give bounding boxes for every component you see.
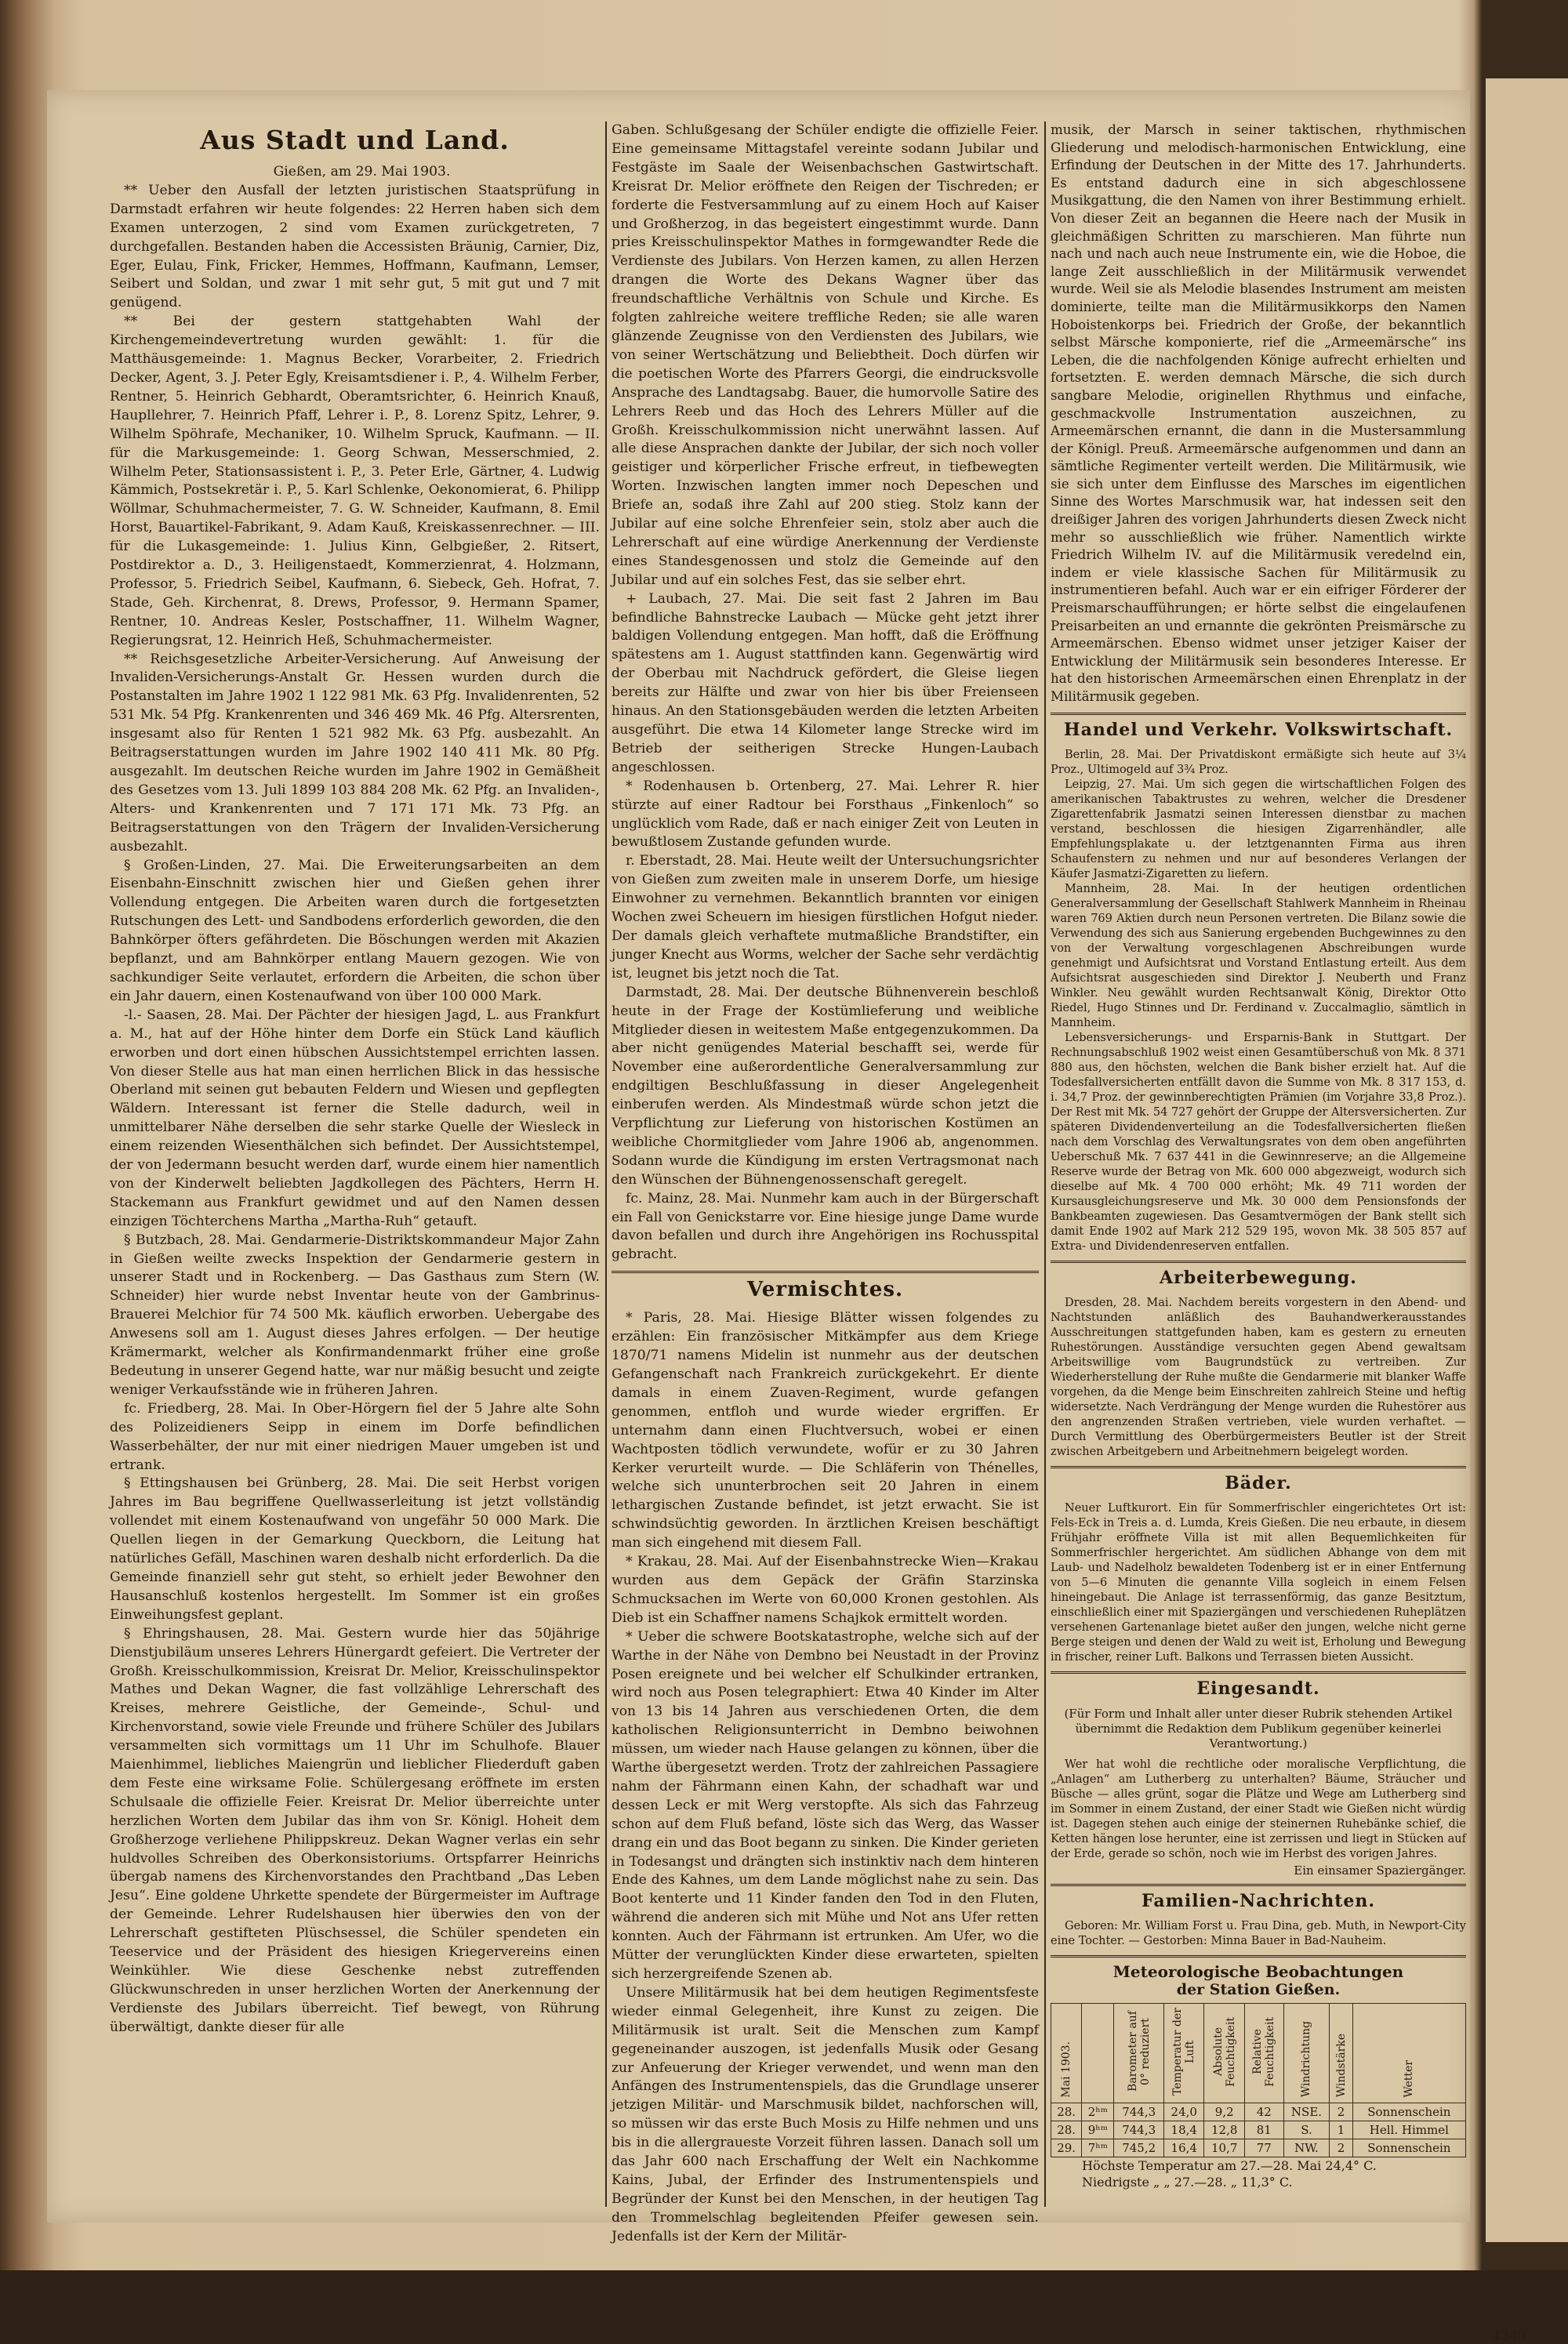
meteo-header-cell — [1082, 2003, 1114, 2103]
meteo-footer-line: Niedrigste „ „ 27.—28. „ 11,3° C. — [1082, 2174, 1293, 2190]
table-cell: Hell. Himmel — [1352, 2121, 1465, 2139]
article-paragraph: * Paris, 28. Mai. Hiesige Blätter wissen folgendes zu erzählen: Ein französischer Mitkämpfer aus dem Kriege 1870/71 namens Midelin ist nunmehr aus der deutschen Gefangenschaft nach Frankreich zurückgekehrt. Er diente damals in einem Zuaven-Regiment, wurde gefangen genommen, entfloh und wurde wieder ergriffen. Er unternahm dann einen Fluchtversuch, wobei er einen Wachtposten tödlich verwundete, wofür er zu 30 Jahren Kerker verurteilt wurde. — Die Schläferin von Thénelles, welche sich ununterbrochen seit 20 Jahren in einem lethargischen Zustande befindet, ist jetzt erwacht. Sie ist schwindsüchtig geworden. In ärztlichen Kreisen beschäftigt man sich eingehend mit diesem Fall. — [612, 1310, 1039, 1551]
table-cell: 1 — [1330, 2121, 1352, 2139]
article-paragraph: Neuer Luftkurort. Ein für Sommerfrischler eingerichtetes Ort ist: Fels-Eck in Treis a. d. Lumda, Kreis Gießen. Die neu erbaute, in diesem Frühjahr eröffnete Villa ist mit allen Bequemlichkeiten für Sommerfrischler hergerichtet. Am südlichen Abhange von dem mit Laub- und Nadelholz bewaldeten Todenberg ist er in einer Entfernung von 5—6 Minuten die genannte Villa sogleich in einem Felsen hineingebaut. Die Anlage ist terrassenförmig, das ganze Besitztum, einschließlich einer mit Spaziergängen und verschiedenen Ruheplätzen versehenen Gartenanlage bietet außer den jungen, welche nicht gerne Berge steigen und denen der Wald zu weit ist, Erholung und Bewegung in frischer, reiner Luft. Balkons und Terrassen bieten Aussicht. — [1051, 1501, 1466, 1664]
section-title-arbeiterbewegung: Arbeiterbewegung. — [1160, 1267, 1357, 1288]
section-title-stadt-land: Aus Stadt und Land. — [200, 125, 510, 155]
table-cell: 9,2 — [1204, 2103, 1244, 2121]
article-paragraph: Leipzig, 27. Mai. Um sich gegen die wirtschaftlichen Folgen des amerikanischen Tabaktrustes zu wehren, welcher die Dresdener Zigarettenfabrik Jasmatzi seinen Interessen dienstbar zu machen verstand, beschlossen die hiesigen Zigarrenhändler, alle Empfehlungsplakate u. der letztgenannten Firma aus ihren Schaufenstern zu nehmen und nur auf besonderes Verlangen der Käufer Jasmatzi-Zigaretten zu liefern. — [1051, 778, 1466, 880]
table-cell: S. — [1283, 2121, 1330, 2139]
meteo-header-cell: Wetter — [1352, 2003, 1465, 2103]
section-title-handel: Handel und Verkehr. Volkswirtschaft. — [1063, 719, 1454, 740]
table-cell: 18,4 — [1164, 2121, 1204, 2139]
section-title-eingesandt: Eingesandt. — [1196, 1678, 1320, 1699]
meteo-subtitle: der Station Gießen. — [1176, 1980, 1341, 1998]
section-title-familien: Familien-Nachrichten. — [1141, 1890, 1376, 1911]
section-rule — [1051, 1884, 1466, 1886]
article-paragraph: -l.- Saasen, 28. Mai. Der Pächter der hiesigen Jagd, L. aus Frankfurt a. M., hat auf der Höhe hinter dem Dorfe ein Stück Land käuflich erworben und dort einen hübschen Aussichtstempel errichten lassen. Von dieser Stelle aus hat man einen herrlichen Blick in das hessische Oberland mit seinen gut bebauten Feldern und Wiesen und gepflegten Wäldern. Interessant ist ferner die Stelle dadurch, weil in unmittelbarer Nähe derselben die sehr starke Quelle der Wiesleck in einem reizenden Wiesenthälchen sich befindet. Der Aussichtstempel, der von Jedermann besucht werden darf, wurde einem hier namentlich von der Kinderwelt beliebten Jagdkollegen des Pächters, Herrn H. Stackemann aus Frankfurt gewidmet und auf den Namen dessen einzigen Töchterchens Martha „Martha-Ruh“ getauft. — [110, 1007, 600, 1229]
meteo-table — [1051, 2003, 1466, 2157]
column-1 — [110, 122, 600, 2207]
article-paragraph: § Ehringshausen, 28. Mai. Gestern wurde hier das 50jährige Dienstjubiläum unseres Lehrers Hünergardt gefeiert. Die Vertreter der Großh. Kreisschulkommission, Kreisrat Dr. Melior, Kreisschulinspektor Mathes und Dekan Wagner, die fast vollzählige Lehrerschaft des Kreises, mehrere Geistliche, der Gemeinde-, Schul- und Kirchenvorstand, sowie viele Freunde und frühere Schüler des Jubilars versammelten sich vormittags um 11 Uhr im Schulhofe. Blauer Maienhimmel, liebliches Maiengrün und lieblicher Fliederduft gaben dem Feste eine wirksame Folie. Schülergesang eröffnete im ersten Schulsaale die offizielle Feier. Kreisrat Dr. Melior überreichte unter herzlichen Worten dem Jubilar das ihm von Sr. Königl. Hoheit dem Großherzoge verliehene Philippskreuz. Dekan Wagner verlas ein sehr huldvolles Schreiben des Oberkonsistoriums. Ortspfarrer Heinrichs übergab namens des Kirchenvorstandes den Prachtband „Das Leben Jesu“. Eine goldene Uhrkette spendete der Bürgermeister im Auftrage der Gemeinde. Lehrer Rudelshausen hier überwies den von der Lehrerschaft gestifteten Plüschsessel, die Schüler spendeten ein Teeservice und der Präsident des hiesigen Kriegervereins einen Weinkühler. Wie diese Geschenke nebst zutreffenden Glückwunschreden in unser herzlichen Worten der Anerkennung der Verdienste des Jubilars überreicht. Tief bewegt, von Rührung überwältigt, dankte dieser für alle — [110, 1625, 600, 2035]
article-paragraph: § Ettingshausen bei Grünberg, 28. Mai. Die seit Herbst vorigen Jahres im Bau begriffene Quellwasserleitung ist jetzt vollständig vollendet mit einem Kostenaufwand von ungefähr 50 000 Mark. Die Quellen liegen in der Gemarkung Queckborn, die Leitung hat natürliches Gefäll, Maschinen waren deshalb nicht erforderlich. Da die Gemeinde finanziell sehr gut steht, so erhielt jeder Bewohner den Hausanschluß kostenlos hergestellt. Im Sommer ist ein großes Einweihungsfest geplant. — [110, 1475, 600, 1623]
meteo-header-row — [1051, 2003, 1466, 2103]
article-paragraph: Gaben. Schlußgesang der Schüler endigte die offizielle Feier. Eine gemeinsame Mittagstafel vereinte sodann Jubilar und Festgäste im Saale der Weisenbachschen Gastwirtschaft. Kreisrat Dr. Melior eröffnete den Reigen der Tischreden; er forderte die Festversammlung auf zu einem Hoch auf Kaiser und Großherzog, in das begeistert eingestimmt wurde. Dann pries Kreisschulinspektor Mathes in formgewandter Rede die Verdienste des Jubilars. Von Herzen kamen, zu allen Herzen drangen die Worte des Dekans Wagner über das freundschaftliche Verhältnis von Schule und Kirche. Es folgten zahlreiche weitere treffliche Reden; sie alle waren glänzende Zeugnisse von den Verdiensten des Jubilars, wie von seiner Wertschätzung und Beliebtheit. Doch dürfen wir die poetischen Worte des Pfarrers Georgi, die eindrucksvolle Ansprache des Landtagsabg. Bauer, die humorvolle Satire des Lehrers Reeb und das Hoch des Lehrers Müller auf die Großh. Kreisschulkommission nicht unerwähnt lassen. Auf alle diese Ansprachen dankte der Jubilar, der sich noch voller geistiger und körperlicher Frische erfreut, in tiefbewegten Worten. Inzwischen langten immer noch Depeschen und Briefe an, sodaß ihre Zahl auf 200 stieg. Stolz kann der Jubilar auf eine solche Ehrenfeier sein, stolz aber auch die Lehrerschaft auf eine würdige Anerkennung der Verdienste eines Standesgenossen und stolz die Gemeinde auf den Jubilar und auf ein solches Fest, das sie selber ehrt. — [612, 122, 1039, 588]
article-paragraph: Gießen, am 29. Mai 1903. — [273, 164, 451, 180]
table-cell: Sonnenschein — [1352, 2103, 1465, 2121]
article-paragraph: Lebensversicherungs- und Ersparnis-Bank in Stuttgart. Der Rechnungsabschluß 1902 weist einen Gesamtüberschuß von Mk. 8 371 880 aus, den höchsten, welchen die Bank bisher erzielt hat. Auf die Todesfallversicherten entfällt davon die Summe von Mk. 8 317 153, d. i. 34,7 Proz. der gewinnberechtigten Prämien (im Vorjahre 33,8 Proz.). Der Rest mit Mk. 54 727 gehört der Gruppe der Altersversicherten. Zur späteren Dividendenverteilung an die Todesfallversicherten fließen nach dem Vorschlag des Verwaltungsrates von dem oben angeführten Ueberschuß Mk. 7 637 441 in die Gewinnreserve; an die Allgemeine Reserve wurde der Betrag von Mk. 600 000 abgezweigt, wodurch sich dieselbe auf Mk. 4 700 000 erhöht; Mk. 49 711 worden der Kursausgleichungsreserve und Mk. 30 000 dem Pensionsfonds der Bankbeamten zugewiesen. Das Gesamtvermögen der Bank stellt sich damit Ende 1902 auf Mark 212 529 195, wovon Mk. 38 505 857 auf Extra- und Dividendenreserven entfallen. — [1051, 1031, 1466, 1253]
table-row — [1051, 2121, 1466, 2139]
section-rule — [1051, 1466, 1466, 1468]
table-row — [1051, 2139, 1466, 2157]
table-cell: Sonnenschein — [1352, 2139, 1465, 2157]
table-cell: 29. — [1051, 2139, 1082, 2157]
article-paragraph: § Butzbach, 28. Mai. Gendarmerie-Distriktskommandeur Major Zahn in Gießen weilte zwecks Inspektion der Gendarmerie gestern in unserer Stadt und in Rockenberg. — Das Gasthaus zum Stern (W. Schneider) hier wurde nebst Inventar heute von der Gambrinus-Brauerei Melchior für 74 500 Mk. käuflich erworben. Uebergabe des Anwesens soll am 1. August dieses Jahres erfolgen. — Der heutige Krämermarkt, welcher als Konfirmandenmarkt früher eine große Bedeutung in unserer Gegend hatte, war nur mäßig besucht und zeigte weniger Verkaufsstände wie in früheren Jahren. — [110, 1232, 600, 1398]
table-cell: 9ʰᵐ — [1082, 2121, 1114, 2139]
article-paragraph: + Laubach, 27. Mai. Die seit fast 2 Jahren im Bau befindliche Bahnstrecke Laubach — Mücke geht jetzt ihrer baldigen Vollendung entgegen. Man hofft, daß die Eröffnung spätestens am 1. August stattfinden kann. Gegenwärtig wird der Oberbau mit Nachdruck gefördert, die Gleise liegen bereits zur Hälfte und zwar von hier bis über Freienseen hinaus. An den Stationsgebäuden werden die letzten Arbeiten ausgeführt. Die etwa 14 Kilometer lange Strecke wird im Betrieb der seitherigen Strecke Hungen-Laubach angeschlossen. — [612, 590, 1039, 775]
section-rule — [1051, 713, 1466, 715]
editorial-note: (Für Form und Inhalt aller unter dieser Rubrik stehenden Artikel übernimmt die Redaktion dem Publikum gegenüber keinerlei Verantwortung.) — [1064, 1706, 1453, 1751]
article-paragraph: * Krakau, 28. Mai. Auf der Eisenbahnstrecke Wien—Krakau wurden aus dem Gepäck der Gräfin Starzinska Schmucksachen im Werte von 60,000 Kronen gestohlen. Als Dieb ist ein Schaffner namens Schajkok ermittelt worden. — [612, 1554, 1039, 1626]
article-paragraph: Dresden, 28. Mai. Nachdem bereits vorgestern in den Abend- und Nachtstunden anläßlich des Bauhandwerkerausstandes Ausschreitungen stattgefunden haben, kam es gestern zu erneuten Ruhestörungen. Ausständige versuchten gegen Abend gewaltsam Arbeitswillige vom Baugrundstück zu vertreiben. Zur Wiederherstellung der Ruhe mußte die Gendarmerie mit blanker Waffe vorgehen, da die Menge beim Einschreiten zahlreich Steine und heftig widersetzte. Nach Verdrängung der Menge wurden die Ruhestörer aus den angrenzenden Straßen vertrieben, viele wurden verhaftet. — Durch Vermittlung des Oberbürgermeisters Beutler ist der Streit zwischen Arbeitgebern und Arbeitnehmern beigelegt worden. — [1051, 1296, 1466, 1458]
table-row — [1051, 2103, 1466, 2121]
meteo-header-cell: Temperatur der Luft — [1164, 2003, 1204, 2103]
meteo-title: Meteorologische Beobachtungen — [1112, 1961, 1404, 1981]
article-paragraph: * Ueber die schwere Bootskatastrophe, welche sich auf der Warthe in der Nähe von Dembno bei Neustadt in der Provinz Posen ereignete und bei welcher elf Schulkinder ertranken, wird noch aus Posen telegraphiert: Etwa 40 Kinder im Alter von 13 bis 14 Jahren aus verschiedenen Orten, die dem katholischen Religionsunterricht in Dembno beiwohnen müssen, um wieder nach Hause gelangen zu können, über die Warthe übergesetzt werden. Trotz der zahlreichen Passagiere nahm der Fährmann einen Kahn, der schadhaft war und dessen Leck er mit Werg verstopfte. Als sich das Fahrzeug schon auf dem Fluß befand, löste sich das Werg, das Wasser drang ein und das Boot begann zu sinken. Die Kinder gerieten in Todesangst und drängten sich instinktiv nach dem hinteren Ende des Kahnes, um dem Lande möglichst nahe zu sein. Das Boot kenterte und 11 Kinder fanden den Tod in den Fluten, während die anderen sich mit Mühe und Not ans Ufer retten konnten. Auch der Fährmann ist ertrunken. Am Ufer, wo die Mütter der verunglückten Kinder diese erwarteten, spielten sich herzergreifende Szenen ab. — [612, 1628, 1039, 1982]
table-cell: 2 — [1330, 2139, 1352, 2157]
column-divider — [605, 122, 607, 2207]
table-cell: 28. — [1051, 2121, 1082, 2139]
table-cell: 7ʰᵐ — [1082, 2139, 1114, 2157]
adjacent-page-edge — [1486, 78, 1568, 2344]
article-paragraph: Unsere Militärmusik hat bei dem heutigen Regimentsfeste wieder einmal Gelegenheit, ihre Kunst zu zeigen. Die Militärmusik ist uralt. Seit die Menschen zum Kampf gegeneinander auszogen, ist jedenfalls Musik oder Gesang zur Anfeuerung der Krieger verwendet, und wenn man den Anfängen des Instrumentenspiels, das die Grundlage unserer jetzigen Militär- und Marschmusik bildet, nachforschen will, so müssen wir das erste Buch Mosis zu Hilfe nehmen und uns bis in die allergraueste Vorzeit führen lassen. Danach soll um das Jahr 600 nach Erschaffung der Welt ein Nachkomme Kains, Jubal, der Erfinder des Instrumentenspiels und Begründer der Kunst bei den Menschen, in der heutigen Tag den Trommelschlag begleitenden Pfeifer gewesen sein. Jedenfalls ist der Kern der Militär- — [612, 1984, 1039, 2244]
section-title-vermischtes: Vermischtes. — [746, 1278, 904, 1302]
article-paragraph: Darmstadt, 28. Mai. Der deutsche Bühnenverein beschloß heute in der Frage der Kostümlieferung und weibliche Mitglieder diesen in weitestem Maße entgegenzukommen. Da aber nicht genügendes Material beschafft sei, werde für November eine außerordentliche Generalversammlung zur endgiltigen Beschlußfassung in dieser Angelegenheit einberufen werden. Als Mindestmaß würde schon jetzt die Verpflichtung zur Lieferung von historischen Kostümen an weibliche Chormitglieder vom Jahre 1906 ab, angenommen. Sodann wurde die Kündigung im ersten Vertragsmonat nach den Wünschen der Bühnengenossenschaft geregelt. — [612, 984, 1039, 1188]
page-number: 4340 — [1492, 2328, 1526, 2344]
table-cell: 81 — [1244, 2121, 1283, 2139]
table-cell: NSE. — [1283, 2103, 1330, 2121]
section-rule — [1051, 1955, 1466, 1958]
table-cell: 745,2 — [1114, 2139, 1164, 2157]
article-paragraph: Wer hat wohl die rechtliche oder moralische Verpflichtung, die „Anlagen“ am Lutherberg zu unterhalten? Bäume, Sträucher und Büsche — alles grünt, sogar die Plätze und Wege am Lutherberg sind im Sommer in einem Zustand, der einer Stadt wie Gießen nicht würdig ist. Dagegen stehen auch einige der steinernen Ruhebänke schief, die Ketten hängen lose herunter, eine ist zerrissen und liegt in Stücken auf der Erde, gerade so schön, noch wie im Herbst des vorigen Jahres. — [1051, 1758, 1466, 1860]
article-paragraph: fc. Mainz, 28. Mai. Nunmehr kam auch in der Bürgerschaft ein Fall von Genickstarre vor. Eine hiesige junge Dame wurde davon befallen und durch ihre Angehörigen ins Rochusspital gebracht. — [612, 1190, 1039, 1263]
article-paragraph: musik, der Marsch in seiner taktischen, rhythmischen Gliederung und melodisch-harmonischen Entwicklung, eine Erfindung der Deutschen in der Mitte des 17. Jahrhunderts. Es entstand dadurch eine in sich abgeschlossene Musikgattung, die den Namen von ihrer Bestimmung erhielt. Von dieser Zeit an begannen die Heere nach der Musik in gleichmäßigen Schritten zu marschieren. Man führte nun nach und nach auch neue Instrumente ein, wie die Hoboe, die lange Zeit ausschließlich in der Militärmusik verwendet wurde. Weil sie als Melodie blasendes Instrument am meisten dominierte, teilte man die Militärmusikkorps den Namen Hoboistenkorps bei. Friedrich der Große, der bekanntlich selbst Märsche komponierte, rief die „Armeemärsche“ ins Leben, die die nachfolgenden Könige aufrecht erhielten und fortsetzten. E. werden demnach Märsche, die sich durch sangbare Melodie, originellen Rhythmus und einfache, geschmackvolle Instrumentation auszeichnen, zu Armeemärschen ernannt, die dann in die Mustersammlung der Königl. Preuß. Armeemärsche aufgenommen und dann an sämtliche Regimenter verteilt werden. Die Militärmusik, wie sie sich unter dem Einflusse des Marsches im eigentlichen Sinne des Wortes Marschmusik war, hat indessen seit den dreißiger Jahren des vorigen Jahrhunderts diesen Zweck nicht mehr so ausschließlich wie früher. Namentlich wirkte Friedrich Wilhelm IV. auf die Militärmusik veredelnd ein, indem er viele klassische Sachen für Militärmusik zu instrumentieren befahl. Auch war er ein eifriger Förderer der Preismarschaufführungen; er hörte selbst die eingelaufenen Preisarbeiten an und ernannte die gekrönten Preismärsche zu Armeemärschen. Ebenso widmet unser jetziger Kaiser der Entwicklung der Militärmusik sein besonderes Interesse. Er hat den historischen Armeemärschen einen Ehrenplatz in der Militärmusik gegeben. — [1051, 122, 1466, 704]
meteo-header-cell: Absolute Feuchtigkeit — [1204, 2003, 1244, 2103]
table-cell: 28. — [1051, 2103, 1082, 2121]
meteo-header-cell: Relative Feuchtigkeit — [1244, 2003, 1283, 2103]
article-paragraph: ** Ueber den Ausfall der letzten juristischen Staatsprüfung in Darmstadt erfahren wir heute folgendes: 22 Herren haben sich dem Examen unterzogen, 2 sind vom Examen zurückgetreten, 7 durchgefallen. Bestanden haben die Accessisten Bräunig, Carnier, Diz, Eger, Eulau, Fink, Fricker, Hemmes, Hoffmann, Kaufmann, Lemser, Seibert und Soldan, und zwar 1 mit sehr gut, 5 mit gut und 7 mit genügend. — [110, 182, 600, 311]
article-paragraph: § Großen-Linden, 27. Mai. Die Erweiterungsarbeiten an dem Eisenbahn-Einschnitt zwischen hier und Gießen gehen ihrer Vollendung entgegen. Die Arbeiten waren durch die fortgesetzten Rutschungen des Lett- und Sandbodens erforderlich geworden, die den Bahnkörper öfters gefährdeten. Die Böschungen werden mit Akazien bepflanzt, und am Bahnkörper entlang Mauern gezogen. Wie von sachkundiger Seite verlautet, erfordern die Arbeiten, die schon über ein Jahr dauern, einen Kostenaufwand von über 100 000 Mark. — [110, 857, 600, 1004]
table-cell: 744,3 — [1114, 2121, 1164, 2139]
meteo-header-cell: Windstärke — [1330, 2003, 1352, 2103]
section-rule — [1051, 1261, 1466, 1263]
article-paragraph: * Rodenhausen b. Ortenberg, 27. Mai. Lehrer R. hier stürzte auf einer Radtour bei Forsthaus „Finkenloch“ so unglücklich vom Rade, daß er nach einiger Zeit von Leuten in bewußtlosem Zustande gefunden wurde. — [612, 778, 1039, 851]
meteo-header-cell: Barometer auf 0° reduziert — [1114, 2003, 1164, 2103]
section-title-baeder: Bäder. — [1225, 1472, 1292, 1493]
meteo-header-cell: Windrichtung — [1283, 2003, 1330, 2103]
article-paragraph: fc. Friedberg, 28. Mai. In Ober-Hörgern fiel der 5 Jahre alte Sohn des Polizeidieners Seipp in einem im Dorfe befindlichen Wasserbehälter, der nur mit einer niedrigen Mauer umgeben ist und ertrank. — [110, 1400, 600, 1473]
column-3 — [1051, 122, 1466, 2207]
table-cell: 2 — [1330, 2103, 1352, 2121]
article-paragraph: r. Eberstadt, 28. Mai. Heute weilt der Untersuchungsrichter von Gießen zum zweiten male in unserem Dorfe, um hiesige Einwohner zu vernehmen. Bekanntlich brannten vor einigen Wochen zwei Scheuern im hiesigen fürstlichen Hofgut nieder. Der damals gleich verhaftete mutmaßliche Brandstifter, ein junger Knecht aus Worms, welcher der Sache sehr verdächtig ist, leugnet bis jetzt noch die Tat. — [612, 853, 1039, 982]
table-cell: NW. — [1283, 2139, 1330, 2157]
column-2 — [612, 122, 1039, 2244]
section-rule — [1051, 1671, 1466, 1674]
table-cell: 10,7 — [1204, 2139, 1244, 2157]
table-cell: 16,4 — [1164, 2139, 1204, 2157]
table-cell: 24,0 — [1164, 2103, 1204, 2121]
meteo-footer-line: Höchste Temperatur am 27.—28. Mai 24,4° C. — [1082, 2157, 1377, 2173]
table-cell: 2ʰᵐ — [1082, 2103, 1114, 2121]
article-paragraph: ** Reichsgesetzliche Arbeiter-Versicherung. Auf Anweisung der Invaliden-Versicherungs-Anstalt Gr. Hessen wurden durch die Postanstalten im Jahre 1902 1 122 981 Mk. 63 Pfg. Invalidenrenten, 52 531 Mk. 54 Pfg. Krankenrenten und 346 469 Mk. 46 Pfg. Altersrenten, insgesamt also für Renten 1 521 982 Mk. 63 Pfg. ausbezahlt. An Beitragserstattungen wurden im Jahre 1902 140 411 Mk. 80 Pfg. ausgezahlt. Im deutschen Reiche wurden im Jahre 1902 in Gemäßheit des Gesetzes vom 13. Juli 1899 103 884 208 Mk. 62 Pfg. an Invaliden-, Alters- und Krankenrenten und 7 171 171 Mk. 73 Pfg. an Beitragserstattungen von den Trägern der Invaliden-Versicherung ausbezahlt. — [110, 651, 600, 855]
table-cell: 12,8 — [1204, 2121, 1244, 2139]
table-cell: 42 — [1244, 2103, 1283, 2121]
meteo-header-cell: Mai 1903. — [1051, 2003, 1082, 2103]
column-divider — [1044, 122, 1046, 2207]
table-cell: 77 — [1244, 2139, 1283, 2157]
table-cell: 744,3 — [1114, 2103, 1164, 2121]
article-paragraph: Mannheim, 28. Mai. In der heutigen ordentlichen Generalversammlung der Gesellschaft Stahlwerk Mannheim in Rheinau waren 769 Aktien durch neun Personen vertreten. Die Bilanz sowie die Verwendung des sich aus Sanierung ergebenden Buchgewinnes zu den von der Verwaltung vorgeschlagenen Abschreibungen wurde genehmigt und Aufsichtsrat und Vorstand Entlastung erteilt. Aus dem Aufsichtsrat ausgeschieden sind Direktor J. Neuberth und Franz Winkler. Neu gewählt wurden Rechtsanwalt König, Direktor Otto Riedel, Hugo Stinnes und Dr. Ferdinand v. Zuccalmaglio, sämtlich in Mannheim. — [1051, 882, 1466, 1029]
family-notice: Geboren: Mr. William Forst u. Frau Dina, geb. Muth, in Newport-City eine Tochter. — Gestorben: Minna Bauer in Bad-Nauheim. — [1051, 1919, 1466, 1947]
article-paragraph: ** Bei der gestern stattgehabten Wahl der Kirchengemeindevertretung wurden gewählt: 1. für die Matthäusgemeinde: 1. Magnus Becker, Vorarbeiter, 2. Friedrich Decker, Agent, 3. J. Peter Egly, Kreisamtsdiener i. P., 4. Wilhelm Ferber, Rentner, 5. Heinrich Gebhardt, Oberamtsrichter, 6. Heinrich Knauß, Haupllehrer, 7. Heinrich Pfaff, Lehrer i. P., 8. Lorenz Spitz, Lehrer, 9. Wilhelm Spöhrafe, Mechaniker, 10. Wilhelm Spruck, Kaufmann. — II. für die Markusgemeinde: 1. Georg Schwan, Messerschmied, 2. Wilhelm Peter, Stationsassistent i. P., 3. Peter Erle, Gärtner, 4. Ludwig Kämmich, Postsekretär i. P., 5. Karl Schlenke, Oekonomierat, 6. Philipp Wöllmar, Schuhmachermeister, 7. G. W. Schneider, Kaufmann, 8. Emil Horst, Bauartikel-Fabrikant, 9. Adam Kauß, Kreiskassenrechner. — III. für die Lukasgemeinde: 1. Julius Kinn, Gelbgießer, 2. Ritsert, Postdirektor a. D., 3. Heiligenstaedt, Kommerzienrat, 4. Holzmann, Professor, 5. Friedrich Seibel, Kaufmann, 6. Siebeck, Geh. Hofrat, 7. Stade, Geh. Kirchenrat, 8. Drews, Professor, 9. Hermann Spamer, Rentner, 10. Andreas Kesler, Postschaffner, 11. Wilhelm Wagner, Regierungsrat, 12. Heinrich Heß, Schuhmachermeister. — [110, 314, 600, 648]
newspaper-page — [47, 90, 1470, 2244]
section-rule — [612, 1271, 1039, 1273]
letter-signature: Ein einsamer Spaziergänger. — [1294, 1863, 1466, 1878]
article-paragraph: Berlin, 28. Mai. Der Privatdiskont ermäßigte sich heute auf 3¼ Proz., Ultimogeld auf 3¾ Proz. — [1051, 748, 1466, 776]
